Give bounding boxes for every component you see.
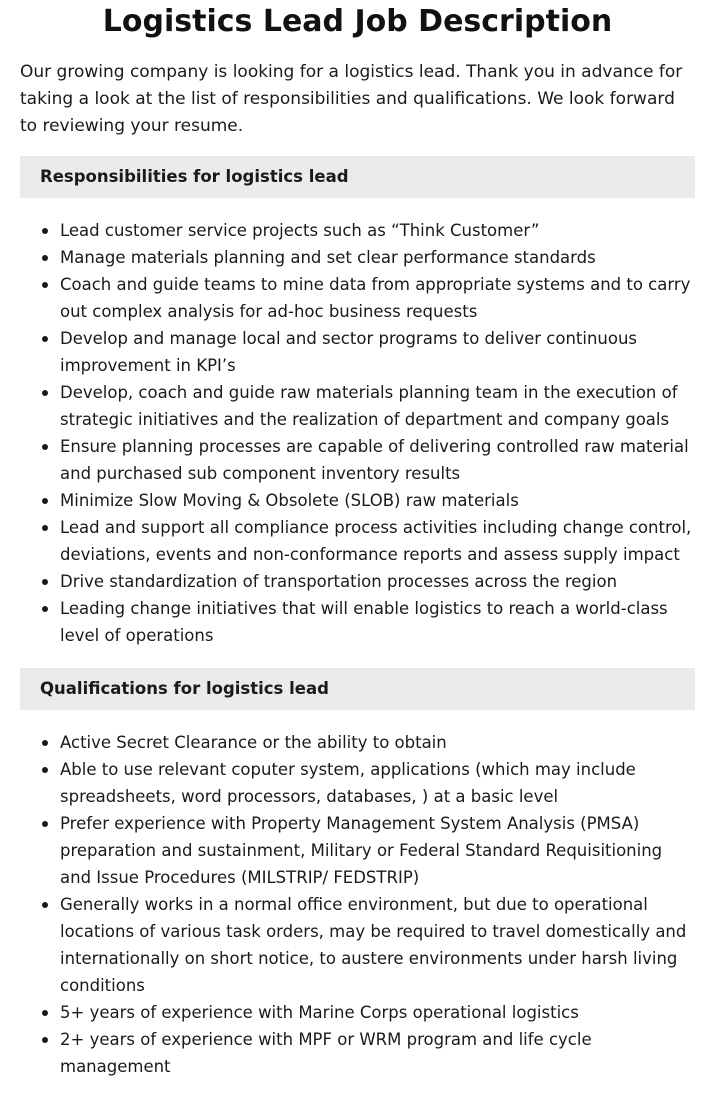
- responsibility-item: Coach and guide teams to mine data from appropriate systems and to carry out complex analysis for ad-hoc business requests: [60, 271, 695, 325]
- responsibilities-list: [20, 217, 695, 649]
- qualification-item: Able to use relevant coputer system, applications (which may include spreadsheets, word processors, databases, ) at a basic level: [60, 756, 695, 810]
- responsibilities-heading: Responsibilities for logistics lead: [20, 156, 695, 198]
- responsibility-item: Develop and manage local and sector programs to deliver continuous improvement in KPI’s: [60, 325, 695, 379]
- page-title: Logistics Lead Job Description: [102, 4, 613, 39]
- qualification-item: 2+ years of experience with MPF or WRM program and life cycle management: [60, 1026, 695, 1080]
- qualification-item: Generally works in a normal office environment, but due to operational locations of various task orders, may be required to travel domestically and internationally on short notice, to austere environments under harsh living conditions: [60, 891, 695, 999]
- responsibility-item: Leading change initiatives that will enable logistics to reach a world-class level of operations: [60, 595, 695, 649]
- qualification-item: Prefer experience with Property Management System Analysis (PMSA) preparation and sustainment, Military or Federal Standard Requisitioning and Issue Procedures (MILSTRIP/ FEDSTRIP): [60, 810, 695, 891]
- responsibility-item: Ensure planning processes are capable of delivering controlled raw material and purchased sub component inventory results: [60, 433, 695, 487]
- responsibility-item: Lead customer service projects such as “Think Customer”: [60, 217, 695, 244]
- responsibility-item: Develop, coach and guide raw materials planning team in the execution of strategic initiatives and the realization of department and company goals: [60, 379, 695, 433]
- responsibility-item: Minimize Slow Moving & Obsolete (SLOB) raw materials: [60, 487, 695, 514]
- qualifications-list: [20, 729, 695, 1080]
- responsibility-item: Drive standardization of transportation processes across the region: [60, 568, 695, 595]
- qualifications-heading: Qualifications for logistics lead: [20, 668, 695, 710]
- qualification-item: Active Secret Clearance or the ability to obtain: [60, 729, 695, 756]
- responsibility-item: Lead and support all compliance process activities including change control, deviations, events and non-conformance reports and assess supply impact: [60, 514, 695, 568]
- responsibility-item: Manage materials planning and set clear performance standards: [60, 244, 695, 271]
- qualification-item: 5+ years of experience with Marine Corps operational logistics: [60, 999, 695, 1026]
- intro-paragraph: Our growing company is looking for a logistics lead. Thank you in advance for taking a look at the list of responsibilities and qualifications. We look forward to reviewing your resume.: [20, 62, 683, 136]
